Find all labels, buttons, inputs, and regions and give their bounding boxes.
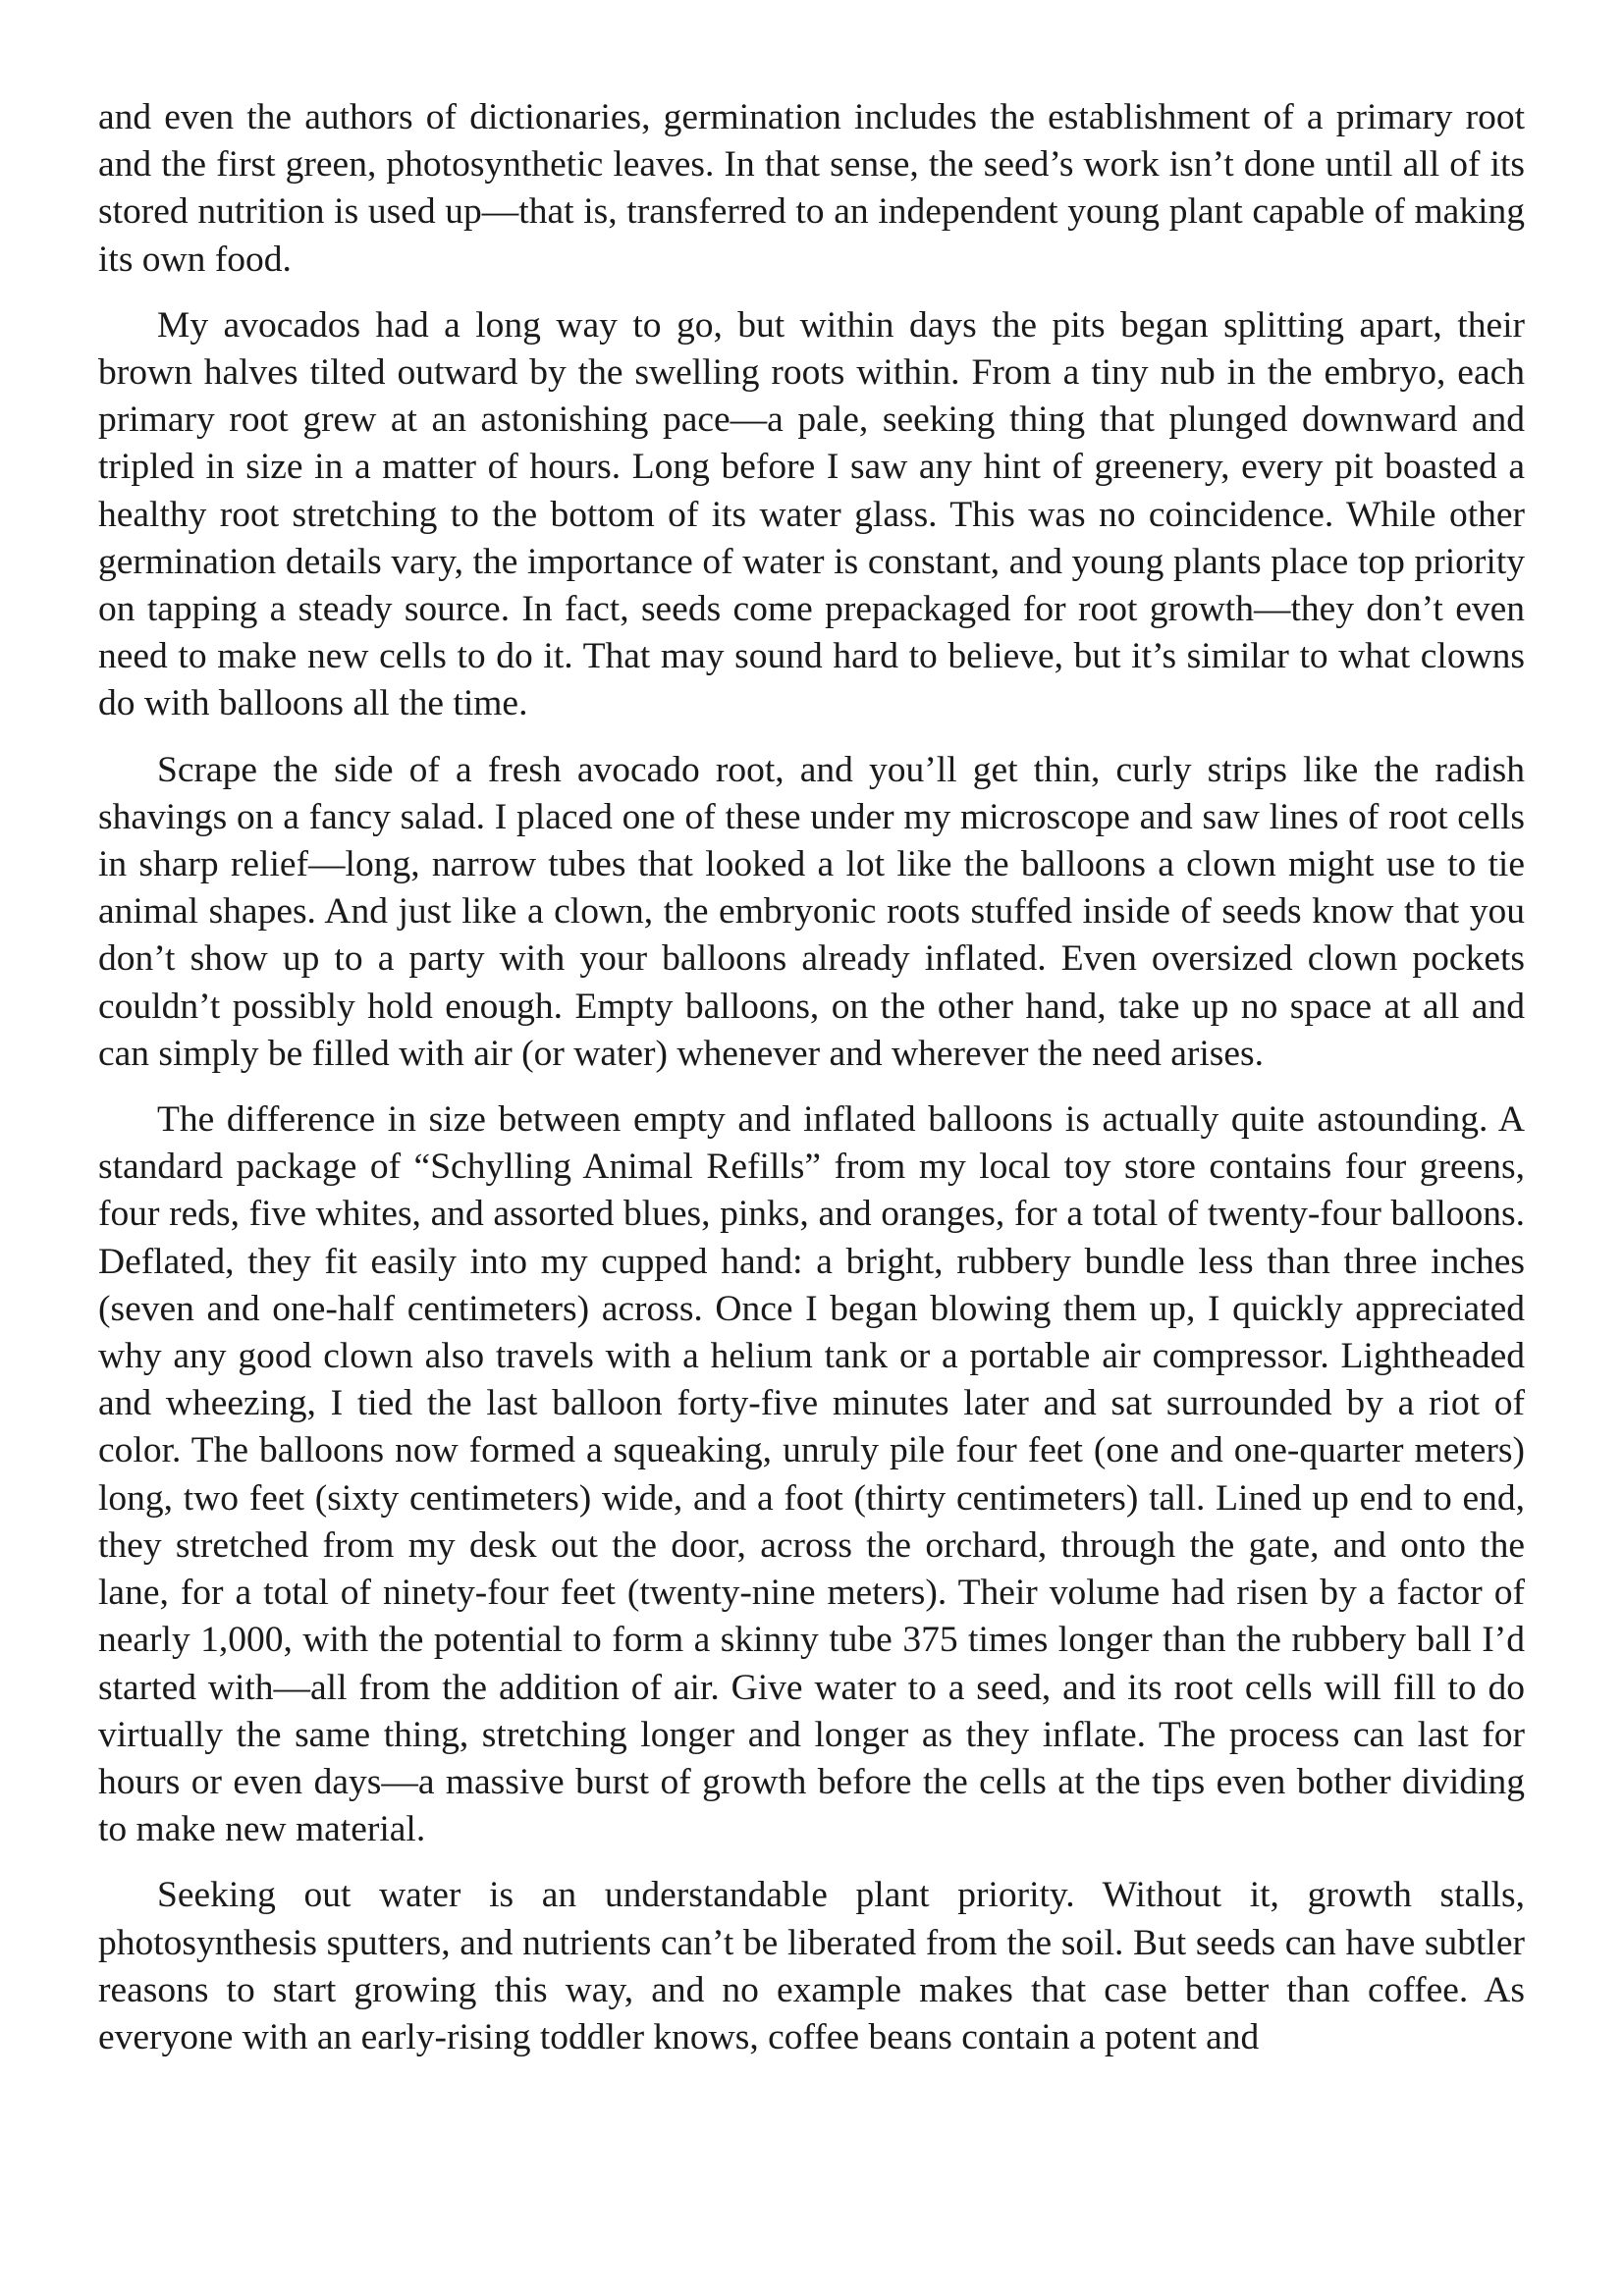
paragraph-root-cells: Scrape the side of a fresh avocado root, and you’ll get thin, curly strips like the radish shavings on a fancy salad. I placed one of these under my microscope and saw lines of root cells in sharp relief—long, narrow tubes that looked a lot like the balloons a clown might use to tie animal shapes. And just like a clown, the embryonic roots stuffed inside of seeds know that you don’t show up to a party with your balloons already inflated. Even oversized clown pockets couldn’t possibly hold enough. Empty balloons, on the other hand, take up no space at all and can simply be filled with air (or water) whenever and wherever the need arises.: [98, 749, 1525, 1074]
paragraph-balloons: The difference in size between empty and inflated balloons is actually quite astounding. A standard package of “Schylling Animal Refills” from my local toy store contains four greens, four reds, five whites, and assorted blues, pinks, and oranges, for a total of twenty-four balloons. Deflated, they fit easily into my cupped hand: a bright, rubbery bundle less than three inches (seven and one-half centimeters) across. Once I began blowing them up, I quickly appreciated why any good clown also travels with a helium tank or a portable air compressor. Lightheaded and wheezing, I tied the last balloon forty-five minutes later and sat surrounded by a riot of color. The balloons now formed a squeaking, unruly pile four feet (one and one-quarter meters) long, two feet (sixty centimeters) wide, and a foot (thirty centimeters) tall. Lined up end to end, they stretched from my desk out the door, across the orchard, through the gate, and onto the lane, for a total of ninety-four feet (twenty-nine meters). Their volume had risen by a factor of nearly 1,000, with the potential to form a skinny tube 375 times longer than the rubbery ball I’d started with—all from the addition of air. Give water to a seed, and its root cells will fill to do virtually the same thing, stretching longer and longer as they inflate. The process can last for hours or even days—a massive burst of growth before the cells at the tips even bother dividing to make new material.: [98, 1099, 1525, 1850]
paragraph-coffee: Seeking out water is an understandable plant priority. Without it, growth stalls, photosynthesis sputters, and nutrients can’t be liberated from the soil. But seeds can have subtler reasons to start growing this way, and no example makes that case better than coffee. As everyone with an early-rising toddler knows, coffee beans contain a potent and: [98, 1875, 1525, 2057]
paragraph-continuation: and even the authors of dictionaries, germination includes the establishment of a primary root and the first green, photosynthetic leaves. In that sense, the seed’s work isn’t done until all of its stored nutrition is used up—that is, transferred to an independent young plant capable of making its own food.: [98, 97, 1525, 280]
book-page-text: [98, 94, 1525, 2080]
paragraph-avocado-roots: My avocados had a long way to go, but within days the pits began splitting apart, their brown halves tilted outward by the swelling roots within. From a tiny nub in the embryo, each primary root grew at an astonishing pace—a pale, seeking thing that plunged downward and tripled in size in a matter of hours. Long before I saw any hint of greenery, every pit boasted a healthy root stretching to the bottom of its water glass. This was no coincidence. While other germination details vary, the importance of water is constant, and young plants place top priority on tapping a steady source. In fact, seeds come prepackaged for root growth—they don’t even need to make new cells to do it. That may sound hard to believe, but it’s similar to what clowns do with balloons all the time.: [98, 304, 1525, 724]
